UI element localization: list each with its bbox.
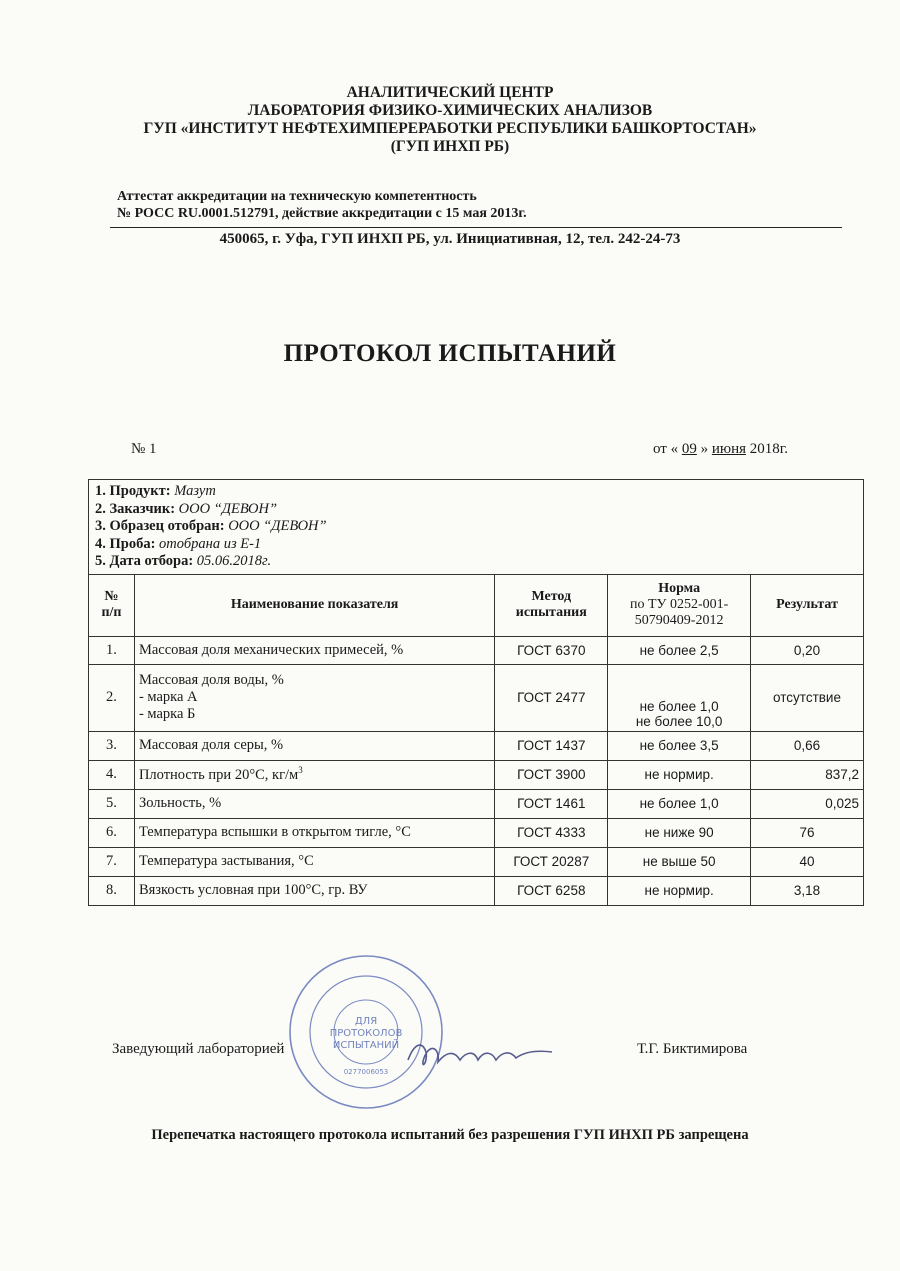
header-divider [110,227,842,228]
table-row: 1. Массовая доля механических примесей, % ГОСТ 6370 не более 2,5 0,20 [89,636,864,664]
header-line-4: (ГУП ИНХП РБ) [390,138,510,155]
header-line-1: АНАЛИТИЧЕСКИЙ ЦЕНТР [346,84,554,101]
date-mid: » [700,441,709,457]
info-product: 1. Продукт: Мазут [95,483,216,499]
signature-scribble [400,1030,560,1080]
signatory-name: Т.Г. Биктимирова [637,1041,748,1057]
header-method: Метод испытания [495,574,608,636]
accreditation-line-1: Аттестат аккредитации на техническую компетентность [117,189,477,204]
test-results-table [88,479,864,906]
document-title: ПРОТОКОЛ ИСПЫТАНИЙ [283,340,617,367]
header-norm: Норма по ТУ 0252-001- 50790409-2012 [608,574,751,636]
table-row: 3. Массовая доля серы, % ГОСТ 1437 не более 3,5 0,66 [89,731,864,760]
info-sampling-date: 5. Дата отбора: 05.06.2018г. [95,553,272,569]
sample-info [89,480,864,575]
info-sample: 4. Проба: отобрана из Е-1 [95,535,262,552]
header-line-2: ЛАБОРАТОРИЯ ФИЗИКО-ХИМИЧЕСКИХ АНАЛИЗОВ [247,102,653,119]
table-row: 2. Массовая доля воды, % - марка А - марка Б ГОСТ 2477 не более 1,0 не более 10,0 отсутствие [89,664,864,731]
date-prefix: от « [653,441,679,457]
header-line-3: ГУП «ИНСТИТУТ НЕФТЕХИМПЕРЕРАБОТКИ РЕСПУБЛИКИ БАШКОРТОСТАН» [143,120,757,137]
date-year: 2018г. [749,441,788,457]
svg-text:ПРОТОКОЛОВ: ПРОТОКОЛОВ [329,1028,403,1039]
table-row: 5. Зольность, % ГОСТ 1461 не более 1,0 0,025 [89,789,864,818]
footer-notice: Перепечатка настоящего протокола испытаний без разрешения ГУП ИНХП РБ запрещена [151,1127,749,1143]
svg-text:ИСПЫТАНИЙ: ИСПЫТАНИЙ [332,1040,400,1051]
date-day: 09 [681,441,697,457]
table-header-row [89,574,864,636]
header-result: Результат [751,574,864,636]
accreditation-line-2: № РОСС RU.0001.512791, действие аккредитации с 15 мая 2013г. [117,206,527,221]
svg-text:ДЛЯ: ДЛЯ [354,1016,378,1027]
svg-text:0277006053: 0277006053 [343,1068,389,1076]
protocol-date [653,441,788,458]
header-name: Наименование показателя [134,574,494,636]
signatory-role: Заведующий лабораторией [112,1041,285,1057]
date-month: июня [711,441,747,457]
protocol-number: № 1 [131,441,157,457]
info-sampled-by: 3. Образец отобран: ООО “ДЕВОН” [95,518,327,534]
table-row: 8. Вязкость условная при 100°С, гр. ВУ ГОСТ 6258 не нормир. 3,18 [89,876,864,905]
address: 450065, г. Уфа, ГУП ИНХП РБ, ул. Инициативная, 12, тел. 242-24-73 [219,231,681,247]
table-row: 4. Плотность при 20°С, $кг/м^3$ ГОСТ 3900 не нормир. 837,2 [89,760,864,789]
table-row: 6. Температура вспышки в открытом тигле, °С ГОСТ 4333 не ниже 90 76 [89,818,864,847]
header-num: № п/п [89,574,135,636]
info-customer: 2. Заказчик: ООО “ДЕВОН” [95,500,278,517]
table-row: 7. Температура застывания, °С ГОСТ 20287 не выше 50 40 [89,847,864,876]
